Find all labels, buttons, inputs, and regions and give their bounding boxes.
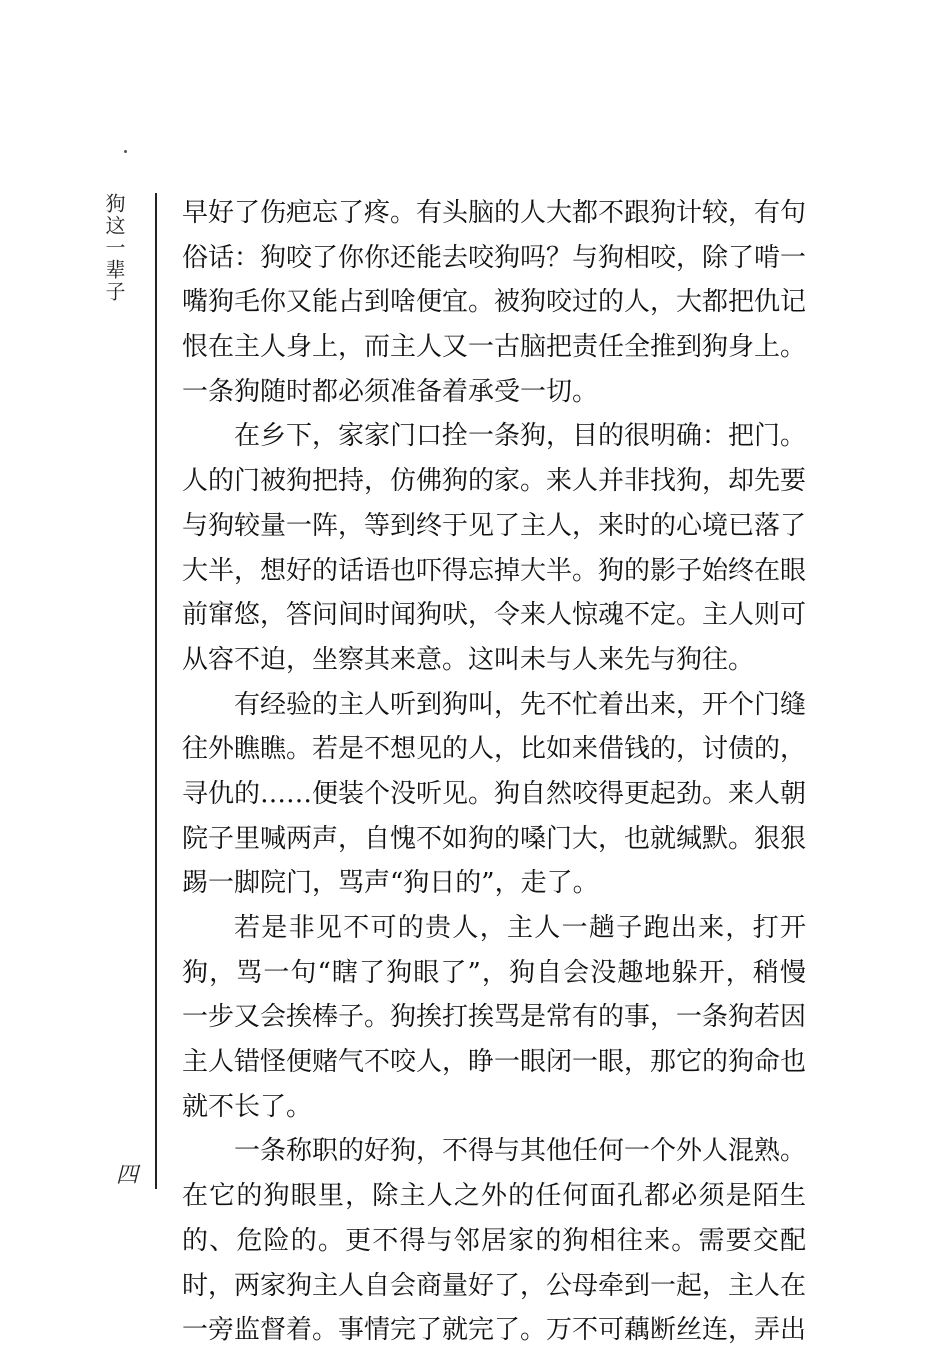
text-line: 寻仇的……便装个没听见。狗自然咬得更起劲。来人朝 <box>182 778 806 809</box>
text-line: 前窜悠，答问间时闻狗吠，令来人惊魂不定。主人则可 <box>182 600 806 631</box>
text-line: 狗，骂一句“瞎了狗眼了”，狗自会没趣地躲开，稍慢 <box>182 957 806 988</box>
text-line: 有经验的主人听到狗叫，先不忙着出来，开个门缝 <box>234 689 806 720</box>
text-line: 主人错怪便赌气不咬人，睁一眼闭一眼，那它的狗命也 <box>182 1047 806 1078</box>
text-line: 从容不迫，坐察其来意。这叫未与人来先与狗往。 <box>182 644 755 675</box>
text-line: 大半，想好的话语也吓得忘掉大半。狗的影子始终在眼 <box>182 555 806 586</box>
text-line: 一步又会挨棒子。狗挨打挨骂是常有的事，一条狗若因 <box>182 1002 806 1033</box>
text-line: 就不长了。 <box>182 1091 313 1122</box>
text-line: 早好了伤疤忘了疼。有头脑的人大都不跟狗计较，有句 <box>182 198 806 228</box>
text-line: 嘴狗毛你又能占到啥便宜。被狗咬过的人，大都把仇记 <box>182 287 806 318</box>
text-line: 在它的狗眼里，除主人之外的任何面孔都必须是陌生 <box>182 1181 806 1212</box>
running-head-book-title: 狗这一辈子 <box>102 193 126 303</box>
text-line: 一旁监督着。事情完了就完了。万不可藕断丝连，弄出 <box>182 1315 806 1346</box>
scan-speck <box>124 150 127 153</box>
page-number: 四 <box>116 1163 139 1188</box>
text-line: 院子里喊两声，自愧不如狗的嗓门大，也就缄默。狠狠 <box>182 823 806 854</box>
text-line: 若是非见不可的贵人，主人一趟子跑出来，打开 <box>234 913 806 943</box>
text-line: 往外瞧瞧。若是不想见的人，比如来借钱的，讨债的， <box>182 734 806 765</box>
text-line: 人的门被狗把持，仿佛狗的家。来人并非找狗，却先要 <box>182 466 806 497</box>
text-line: 的、危险的。更不得与邻居家的狗相往来。需要交配 <box>182 1225 806 1256</box>
margin-rule <box>155 193 157 1189</box>
body-text <box>182 191 806 1353</box>
text-line: 踢一脚院门，骂声“狗日的”，走了。 <box>182 868 599 899</box>
text-line: 恨在主人身上，而主人又一古脑把责任全推到狗身上。 <box>182 332 806 363</box>
text-line: 在乡下，家家门口拴一条狗，目的很明确：把门。 <box>234 421 806 452</box>
text-line: 时，两家狗主人自会商量好了，公母牵到一起，主人在 <box>182 1270 806 1301</box>
text-line: 一条称职的好狗，不得与其他任何一个外人混熟。 <box>234 1136 806 1167</box>
text-line: 与狗较量一阵，等到终于见了主人，来时的心境已落了 <box>182 510 806 541</box>
text-line: 一条狗随时都必须准备着承受一切。 <box>182 376 599 407</box>
text-line: 俗话：狗咬了你你还能去咬狗吗？与狗相咬，除了啃一 <box>182 242 806 273</box>
